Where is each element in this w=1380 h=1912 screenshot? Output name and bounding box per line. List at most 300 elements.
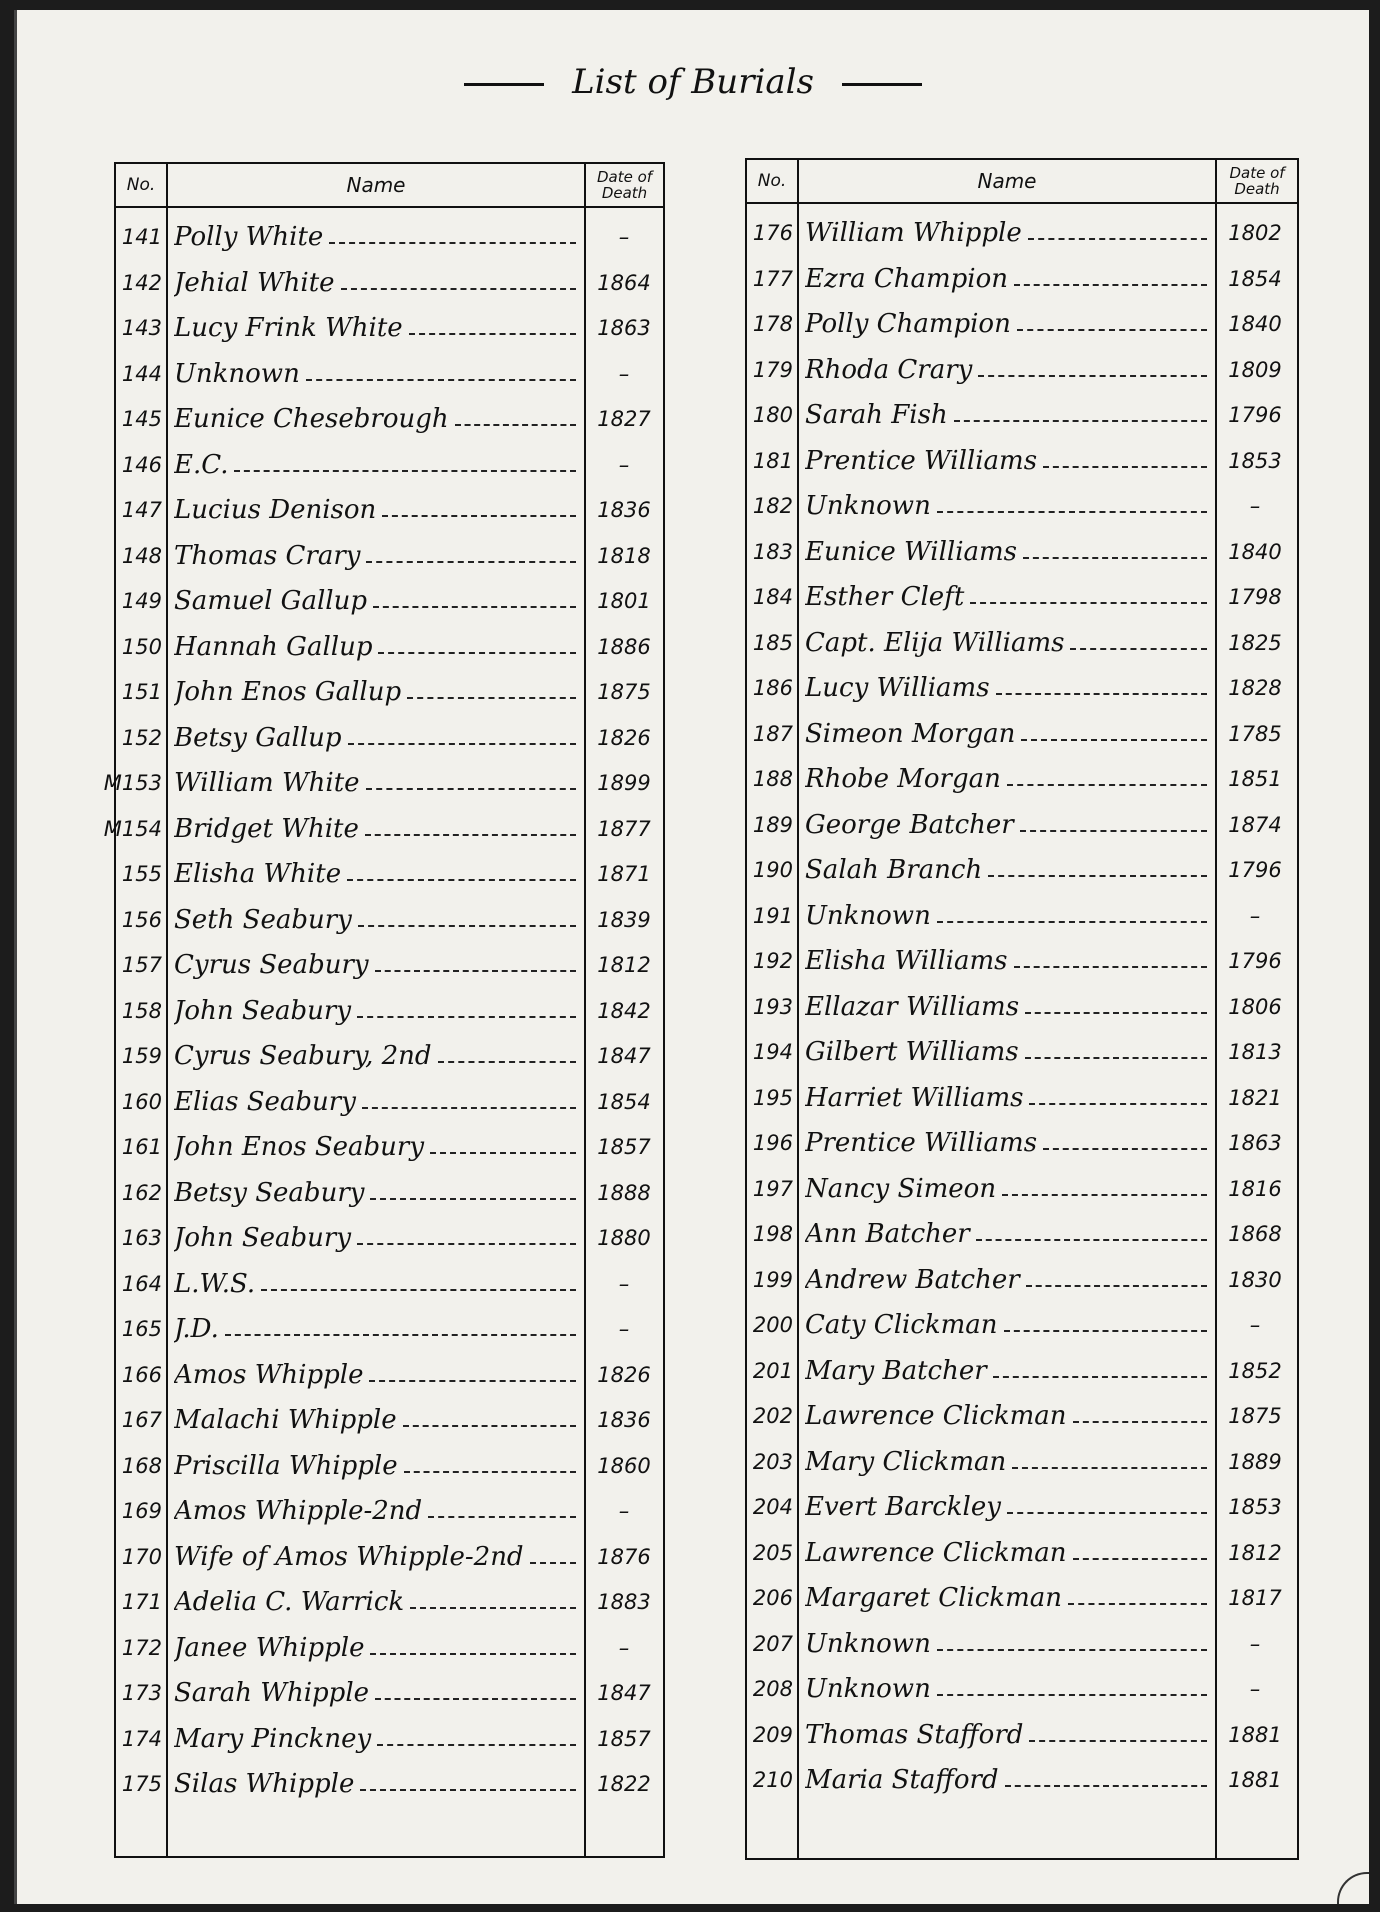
- row-name-text: Nancy Simeon: [805, 1173, 997, 1204]
- row-name-text: Harriet Williams: [805, 1082, 1024, 1113]
- dash-leader: [430, 1152, 576, 1154]
- dash-leader: [1023, 557, 1207, 559]
- row-name-text: Betsy Seabury: [174, 1177, 365, 1208]
- table-row: [747, 1029, 1297, 1075]
- row-name: [805, 210, 1207, 256]
- header-date-of-death: [586, 164, 663, 206]
- row-name-text: Prentice Williams: [805, 445, 1038, 476]
- row-name: [174, 851, 576, 897]
- row-number: 209: [752, 1722, 793, 1747]
- dash-leader: [1043, 466, 1207, 468]
- row-date: 1825: [1228, 630, 1282, 655]
- row-date: 1830: [1228, 1267, 1282, 1292]
- row-name: [805, 1712, 1207, 1758]
- row-date: 1886: [597, 634, 651, 659]
- row-name-text: Cyrus Seabury, 2nd: [174, 1041, 432, 1071]
- header-no: No.: [126, 175, 156, 195]
- row-number: 207: [752, 1631, 793, 1656]
- row-date: 1871: [597, 862, 651, 886]
- dash-leader: [357, 1243, 576, 1245]
- dash-leader: [375, 1698, 576, 1700]
- row-date: 1880: [597, 1226, 651, 1250]
- dash-leader: [1012, 1467, 1207, 1469]
- document-page: [14, 10, 1369, 1904]
- row-number: 199: [752, 1267, 793, 1292]
- row-name-text: Andrew Batcher: [805, 1264, 1020, 1295]
- row-name-text: Margaret Clickman: [805, 1583, 1062, 1613]
- dash-leader: [1026, 1285, 1207, 1287]
- row-number: 160: [121, 1089, 162, 1114]
- dash-leader: [1043, 1148, 1207, 1150]
- row-name: [805, 438, 1207, 484]
- row-date: –: [1249, 903, 1261, 928]
- dash-leader: [365, 834, 576, 836]
- row-number: 162: [121, 1180, 162, 1205]
- row-name-text: Lucy Williams: [805, 673, 990, 703]
- row-name-text: Unknown: [174, 358, 300, 389]
- row-number: 166: [121, 1362, 162, 1387]
- dash-leader: [1021, 739, 1207, 741]
- row-date: 1864: [597, 270, 651, 295]
- row-date: 1826: [597, 725, 651, 750]
- dash-leader: [347, 879, 576, 881]
- row-name: [174, 806, 576, 852]
- row-date: 1883: [597, 1590, 651, 1614]
- burials-table-left: [103, 162, 665, 1858]
- dash-leader: [382, 515, 576, 517]
- table-row: [103, 806, 663, 852]
- table-row: [747, 301, 1297, 347]
- row-number: 168: [121, 1453, 162, 1478]
- row-number: 204: [752, 1495, 793, 1519]
- row-number: 159: [121, 1044, 162, 1068]
- header-date-line2: Death: [601, 184, 648, 202]
- row-name-text: Lucy Frink White: [174, 313, 403, 343]
- row-name: [174, 1170, 576, 1216]
- row-number: 174: [121, 1726, 162, 1751]
- header-divider: [747, 202, 1297, 204]
- dash-leader: [428, 1516, 576, 1518]
- header-date-line1: Date of: [1229, 164, 1285, 182]
- table-row: [747, 1757, 1297, 1803]
- row-date: 1857: [597, 1726, 651, 1751]
- row-date: 1801: [597, 589, 651, 613]
- row-number: 191: [752, 903, 793, 928]
- row-name-text: Sarah Fish: [805, 400, 948, 430]
- row-name: [174, 897, 576, 943]
- dash-leader: [234, 470, 576, 472]
- row-date: –: [1249, 494, 1261, 518]
- row-name-text: Silas Whipple: [174, 1769, 355, 1799]
- row-number: 177: [752, 266, 793, 291]
- row-number: 142: [121, 270, 162, 295]
- row-number: 206: [752, 1586, 793, 1610]
- table-row: [747, 438, 1297, 484]
- row-name: [174, 1033, 576, 1079]
- row-number: 164: [121, 1271, 162, 1296]
- table-row: [116, 260, 663, 306]
- row-name: [174, 533, 576, 579]
- row-number: 149: [121, 589, 162, 613]
- row-name-text: Lucius Denison: [174, 495, 377, 525]
- row-date: 1875: [1228, 1404, 1282, 1428]
- row-name-text: Polly White: [174, 222, 324, 252]
- row-name-text: John Seabury: [174, 995, 352, 1026]
- table-row: [747, 984, 1297, 1030]
- row-name-text: Wife of Amos Whipple-2nd: [174, 1541, 524, 1572]
- row-date: 1796: [1228, 949, 1282, 973]
- row-number: M153: [103, 771, 162, 795]
- row-name: [174, 305, 576, 351]
- row-name-text: Cyrus Seabury: [174, 950, 369, 980]
- table-row: [747, 256, 1297, 302]
- row-number: 176: [752, 221, 793, 245]
- dash-leader: [1029, 1103, 1207, 1105]
- row-number: 175: [121, 1772, 162, 1796]
- row-number: 188: [752, 767, 793, 791]
- row-date: 1809: [1228, 357, 1282, 382]
- row-name-text: George Batcher: [805, 809, 1014, 840]
- row-number: 178: [752, 312, 793, 336]
- row-name: [805, 802, 1207, 848]
- row-number: 189: [752, 812, 793, 837]
- table-row: [747, 1211, 1297, 1257]
- row-number: 172: [121, 1635, 162, 1660]
- row-number: 183: [752, 539, 793, 564]
- row-date: 1812: [1228, 1540, 1282, 1565]
- row-number: 163: [121, 1226, 162, 1250]
- row-name: [174, 1352, 576, 1398]
- dash-leader: [1014, 284, 1207, 286]
- table-row: [747, 210, 1297, 256]
- dash-leader: [1073, 1558, 1207, 1560]
- table-row: [116, 1488, 663, 1534]
- dash-leader: [261, 1289, 576, 1291]
- row-name: [805, 301, 1207, 347]
- row-name: [805, 620, 1207, 666]
- dash-leader: [1025, 1057, 1207, 1059]
- table-row: [747, 1120, 1297, 1166]
- table-row: [747, 1393, 1297, 1439]
- table-row: [747, 1666, 1297, 1712]
- row-name: [174, 487, 576, 533]
- row-name-text: Bridget White: [174, 813, 359, 844]
- row-number: 161: [121, 1135, 162, 1159]
- row-number: 198: [752, 1222, 793, 1246]
- title-rule-right: [842, 83, 922, 86]
- table-row: [747, 1075, 1297, 1121]
- dash-leader: [225, 1334, 576, 1336]
- header-name: Name: [977, 169, 1037, 193]
- row-name-text: Elisha White: [174, 859, 342, 889]
- row-date: –: [1249, 1631, 1261, 1656]
- row-name: [805, 1575, 1207, 1621]
- row-name-text: Rhoda Crary: [805, 354, 973, 385]
- table-row: [116, 851, 663, 897]
- row-number: 181: [752, 448, 793, 473]
- row-name: [174, 1079, 576, 1125]
- table-row: [116, 1306, 663, 1352]
- row-name: [174, 1261, 576, 1307]
- row-name: [174, 988, 576, 1034]
- row-number: 157: [121, 953, 162, 977]
- table-row: [116, 1352, 663, 1398]
- row-name: [174, 1534, 576, 1580]
- dash-leader: [1068, 1603, 1207, 1605]
- row-date: 1854: [1228, 266, 1282, 291]
- dash-leader: [341, 288, 576, 290]
- row-date: 1868: [1228, 1222, 1282, 1246]
- row-name: [805, 347, 1207, 393]
- row-date: 1847: [597, 1044, 651, 1068]
- row-name: [174, 1124, 576, 1170]
- row-date: 1818: [597, 543, 651, 568]
- row-date: 1852: [1228, 1358, 1282, 1383]
- table-row: [116, 396, 663, 442]
- row-date: 1875: [597, 680, 651, 704]
- row-name: [174, 1443, 576, 1489]
- table-row: [116, 305, 663, 351]
- row-number: 158: [121, 998, 162, 1023]
- row-date: –: [618, 452, 630, 477]
- row-date: –: [1249, 1313, 1261, 1337]
- dash-leader: [996, 693, 1207, 695]
- row-name: [805, 665, 1207, 711]
- row-name-text: Eunice Williams: [805, 536, 1018, 567]
- row-date: 1847: [597, 1681, 651, 1705]
- row-name-text: Elias Seabury: [174, 1086, 356, 1117]
- dash-leader: [993, 1376, 1207, 1378]
- row-number: 194: [752, 1040, 793, 1064]
- row-date: 1785: [1228, 721, 1282, 746]
- row-date: 1822: [597, 1772, 651, 1796]
- row-number: 148: [121, 543, 162, 568]
- table-row: [747, 1484, 1297, 1530]
- table-row: [116, 1397, 663, 1443]
- row-name-text: Lawrence Clickman: [805, 1401, 1067, 1431]
- row-number: 141: [121, 225, 162, 249]
- table-row: [116, 897, 663, 943]
- row-number: 196: [752, 1131, 793, 1155]
- dash-leader: [370, 1653, 576, 1655]
- row-number: 180: [752, 403, 793, 427]
- row-number: 208: [752, 1677, 793, 1701]
- row-date: 1857: [597, 1135, 651, 1159]
- title-text: List of Burials: [572, 62, 814, 102]
- dash-leader: [455, 424, 576, 426]
- row-name-text: Maria Stafford: [805, 1765, 999, 1795]
- row-name-text: Lawrence Clickman: [805, 1537, 1067, 1568]
- row-name-text: Amos Whipple-2nd: [174, 1496, 423, 1526]
- dash-leader: [366, 561, 576, 563]
- dash-leader: [988, 875, 1207, 877]
- row-date: 1796: [1228, 858, 1282, 882]
- row-name: [805, 1530, 1207, 1576]
- row-date: 1899: [597, 771, 651, 795]
- row-date: 1860: [597, 1453, 651, 1478]
- row-number: 185: [752, 630, 793, 655]
- dash-leader: [329, 242, 576, 244]
- row-date: 1798: [1228, 585, 1282, 609]
- dash-leader: [409, 333, 576, 335]
- row-name: [805, 1166, 1207, 1212]
- table-row: [116, 442, 663, 488]
- dash-leader: [378, 652, 576, 654]
- row-date: –: [618, 1271, 630, 1296]
- row-name: [174, 1761, 576, 1807]
- row-name: [805, 1757, 1207, 1803]
- burials-table-right: [745, 158, 1299, 1860]
- table-row: [116, 214, 663, 260]
- dash-leader: [1070, 648, 1207, 650]
- table-row: [116, 1261, 663, 1307]
- row-date: 1889: [1228, 1449, 1282, 1474]
- table-row: [103, 760, 663, 806]
- dash-leader: [362, 1107, 576, 1109]
- row-date: 1840: [1228, 312, 1282, 336]
- row-date: 1881: [1228, 1722, 1282, 1747]
- row-name-text: Caty Clickman: [805, 1310, 998, 1340]
- row-number: 152: [121, 725, 162, 750]
- row-date: 1853: [1228, 1495, 1282, 1519]
- dash-leader: [1007, 784, 1207, 786]
- row-name: [174, 1716, 576, 1762]
- row-name: [805, 711, 1207, 757]
- row-name-text: Janee Whipple: [174, 1632, 365, 1663]
- dash-leader: [1014, 966, 1208, 968]
- dash-leader: [403, 1425, 576, 1427]
- row-name: [805, 483, 1207, 529]
- row-name-text: Amos Whipple: [174, 1359, 364, 1390]
- row-date: 1877: [597, 816, 651, 841]
- row-name-text: William Whipple: [805, 218, 1022, 248]
- row-number: 171: [121, 1590, 162, 1614]
- dash-leader: [373, 606, 576, 608]
- row-date: 1802: [1228, 221, 1282, 245]
- row-number: 187: [752, 721, 793, 746]
- dash-leader: [366, 788, 576, 790]
- row-number: 144: [121, 361, 162, 386]
- table-row: [747, 893, 1297, 939]
- row-number: 184: [752, 585, 793, 609]
- table-row: [116, 351, 663, 397]
- header-name: Name: [346, 173, 406, 197]
- row-number: M154: [103, 816, 162, 841]
- row-date: –: [1249, 1677, 1261, 1701]
- row-date: 1826: [597, 1362, 651, 1387]
- row-name: [805, 574, 1207, 620]
- row-name: [805, 1211, 1207, 1257]
- row-name: [805, 1075, 1207, 1121]
- table-row: [747, 1621, 1297, 1667]
- dash-leader: [970, 602, 1207, 604]
- row-name-text: Sarah Whipple: [174, 1678, 370, 1708]
- table-row: [116, 1215, 663, 1261]
- table-row: [747, 347, 1297, 393]
- dash-leader: [1004, 1330, 1207, 1332]
- table-row: [747, 756, 1297, 802]
- row-number: 146: [121, 452, 162, 477]
- table-row: [747, 1439, 1297, 1485]
- row-name-text: Unknown: [805, 900, 931, 931]
- table-row: [116, 578, 663, 624]
- row-name-text: Mary Clickman: [805, 1446, 1007, 1477]
- row-name: [805, 1666, 1207, 1712]
- dash-leader: [370, 1198, 576, 1200]
- row-name: [805, 893, 1207, 939]
- row-name-text: Prentice Williams: [805, 1128, 1038, 1158]
- row-number: 165: [121, 1317, 162, 1341]
- row-name-text: Capt. Elija Williams: [805, 627, 1065, 658]
- row-date: 1863: [1228, 1131, 1282, 1155]
- row-name-text: William White: [174, 768, 360, 798]
- row-name: [805, 847, 1207, 893]
- row-name: [805, 256, 1207, 302]
- row-number: 169: [121, 1499, 162, 1523]
- row-name: [174, 624, 576, 670]
- table-row: [116, 1670, 663, 1716]
- row-name-text: Esther Cleft: [805, 582, 965, 612]
- table-row: [747, 620, 1297, 666]
- row-number: 192: [752, 949, 793, 973]
- row-name-text: Eunice Chesebrough: [174, 404, 449, 434]
- header-divider: [116, 206, 663, 208]
- row-number: 151: [121, 680, 162, 704]
- row-date: –: [618, 1317, 630, 1341]
- table-row: [747, 1348, 1297, 1394]
- row-name: [805, 1393, 1207, 1439]
- row-date: 1874: [1228, 812, 1282, 837]
- dash-leader: [358, 925, 576, 927]
- row-name-text: Seth Seabury: [174, 904, 352, 935]
- row-date: 1816: [1228, 1176, 1282, 1201]
- row-name: [174, 1215, 576, 1261]
- row-name: [805, 1348, 1207, 1394]
- row-name-text: Ezra Champion: [805, 263, 1009, 294]
- row-name-text: Mary Batcher: [805, 1355, 987, 1386]
- dash-leader: [1020, 830, 1207, 832]
- row-name-text: Ann Batcher: [805, 1219, 970, 1249]
- dash-leader: [1002, 1194, 1207, 1196]
- row-number: 156: [121, 907, 162, 932]
- row-name: [174, 1488, 576, 1534]
- row-name-text: John Enos Seabury: [174, 1132, 425, 1162]
- row-name-text: Elisha Williams: [805, 946, 1008, 976]
- row-name: [805, 392, 1207, 438]
- title-rule-left: [464, 83, 544, 86]
- row-number: 197: [752, 1176, 793, 1201]
- row-name: [805, 756, 1207, 802]
- row-name-text: John Seabury: [174, 1223, 352, 1253]
- dash-leader: [1025, 1012, 1207, 1014]
- row-date: 1851: [1228, 767, 1282, 791]
- row-date: 1854: [597, 1089, 651, 1114]
- row-name: [805, 529, 1207, 575]
- table-row: [116, 942, 663, 988]
- table-row: [747, 665, 1297, 711]
- table-row: [747, 802, 1297, 848]
- dash-leader: [369, 1380, 576, 1382]
- dash-leader: [404, 1471, 576, 1473]
- row-name: [174, 760, 576, 806]
- row-name-text: Adelia C. Warrick: [174, 1587, 405, 1617]
- row-number: 173: [121, 1681, 162, 1705]
- row-date: 1817: [1228, 1586, 1282, 1610]
- row-name-text: Unknown: [805, 491, 931, 521]
- dash-leader: [360, 1789, 576, 1791]
- dash-leader: [407, 697, 576, 699]
- dash-leader: [306, 379, 576, 381]
